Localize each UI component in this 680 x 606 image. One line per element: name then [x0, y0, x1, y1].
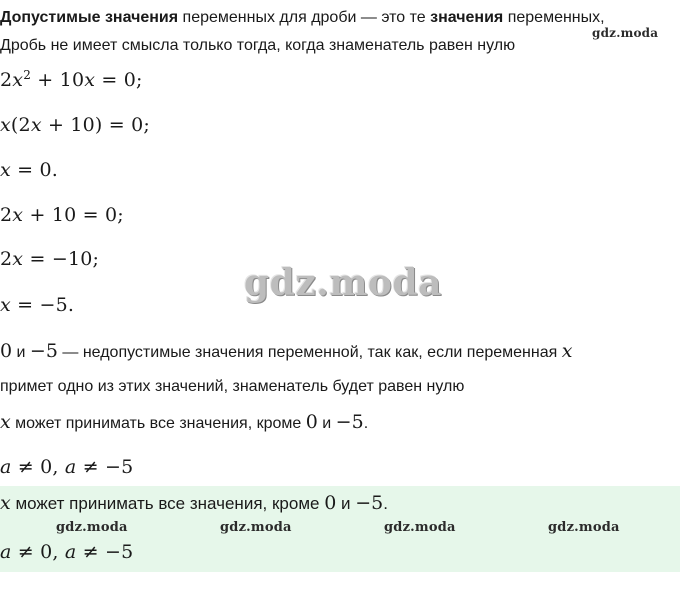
intro-line-2	[0, 36, 515, 56]
watermark-large: gdz.moda	[244, 262, 442, 304]
exp4-a1: a	[0, 456, 12, 478]
s1-coef: 2	[0, 69, 13, 91]
step-2	[0, 115, 150, 135]
exp4-neq0: ≠ 0,	[11, 456, 65, 478]
exp4-neq5: ≠ −5	[76, 456, 134, 478]
exp3-minus5: −5	[335, 411, 364, 433]
ans2-neq5: ≠ −5	[76, 541, 134, 563]
exp4-a2: a	[64, 456, 77, 478]
answer-line-2	[0, 542, 133, 562]
s5-var: x	[12, 248, 24, 270]
watermark-small-2: gdz.moda	[220, 520, 292, 535]
s2-rest: + 10) = 0;	[41, 114, 151, 136]
s4-rest: + 10 = 0;	[23, 204, 124, 226]
s4-coef: 2	[0, 204, 13, 226]
s2-var2: x	[30, 114, 42, 136]
s1-exp: 2	[23, 68, 32, 82]
exp3-period: .	[363, 415, 369, 432]
exp1-minus5: −5	[29, 340, 58, 362]
s4-var: x	[12, 204, 24, 226]
term-bold-2: значения	[430, 9, 504, 26]
s2-var: x	[0, 114, 11, 136]
watermark-small-4: gdz.moda	[548, 520, 620, 535]
exp3-zero: 0	[305, 411, 318, 433]
watermark-small-1: gdz.moda	[56, 520, 128, 535]
step-5	[0, 249, 99, 269]
s1-plus: + 10	[31, 69, 85, 91]
exp1-text: — недопустимые значения переменной, так как, если переменная	[57, 344, 562, 361]
explanation-line-2	[0, 377, 464, 397]
ans2-a1: a	[0, 541, 12, 563]
explanation-line-4	[0, 457, 133, 477]
s2-open: (2	[10, 114, 31, 136]
exp3-and: и	[317, 415, 336, 432]
intro-line-1	[0, 8, 605, 28]
exp1-var: x	[561, 340, 573, 362]
s6-rest: = −5.	[10, 294, 75, 316]
ans1-var: x	[0, 492, 11, 514]
ans1-and: и	[336, 494, 356, 513]
watermark-small-top: gdz.moda	[592, 26, 659, 40]
exp1-and: и	[12, 344, 30, 361]
ans1-zero: 0	[324, 492, 337, 514]
ans1-period: .	[383, 494, 388, 513]
s1-var: x	[12, 69, 24, 91]
exp3-text: может принимать все значения, кроме	[10, 415, 306, 432]
s6-var: x	[0, 294, 11, 316]
exp1-zero: 0	[0, 340, 13, 362]
term-bold-1: Допустимые значения	[0, 9, 179, 26]
intro-text-2: переменных,	[503, 9, 605, 26]
s1-eq: = 0;	[95, 69, 143, 91]
explanation-line-1	[0, 341, 572, 363]
ans1-minus5: −5	[355, 492, 384, 514]
ans1-text: может принимать все значения, кроме	[10, 494, 325, 513]
s1-var2: x	[84, 69, 96, 91]
step-1	[0, 70, 143, 90]
s3-var: x	[0, 159, 11, 181]
step-3	[0, 160, 58, 180]
watermark-small-3: gdz.moda	[384, 520, 456, 535]
intro-text-1: переменных для дроби — это те	[178, 9, 431, 26]
s5-rest: = −10;	[23, 248, 100, 270]
s5-coef: 2	[0, 248, 13, 270]
exp3-var: x	[0, 411, 11, 433]
step-6	[0, 295, 74, 315]
answer-line-1	[0, 493, 388, 514]
intro-text-3: Дробь не имеет смысла только тогда, когда знаменатель равен нулю	[0, 37, 516, 54]
ans2-a2: a	[64, 541, 77, 563]
s3-rest: = 0.	[10, 159, 59, 181]
explanation-line-3	[0, 412, 368, 434]
ans2-neq0: ≠ 0,	[11, 541, 65, 563]
exp2-text: примет одно из этих значений, знаменатель будет равен нулю	[0, 378, 465, 395]
step-4	[0, 205, 124, 225]
